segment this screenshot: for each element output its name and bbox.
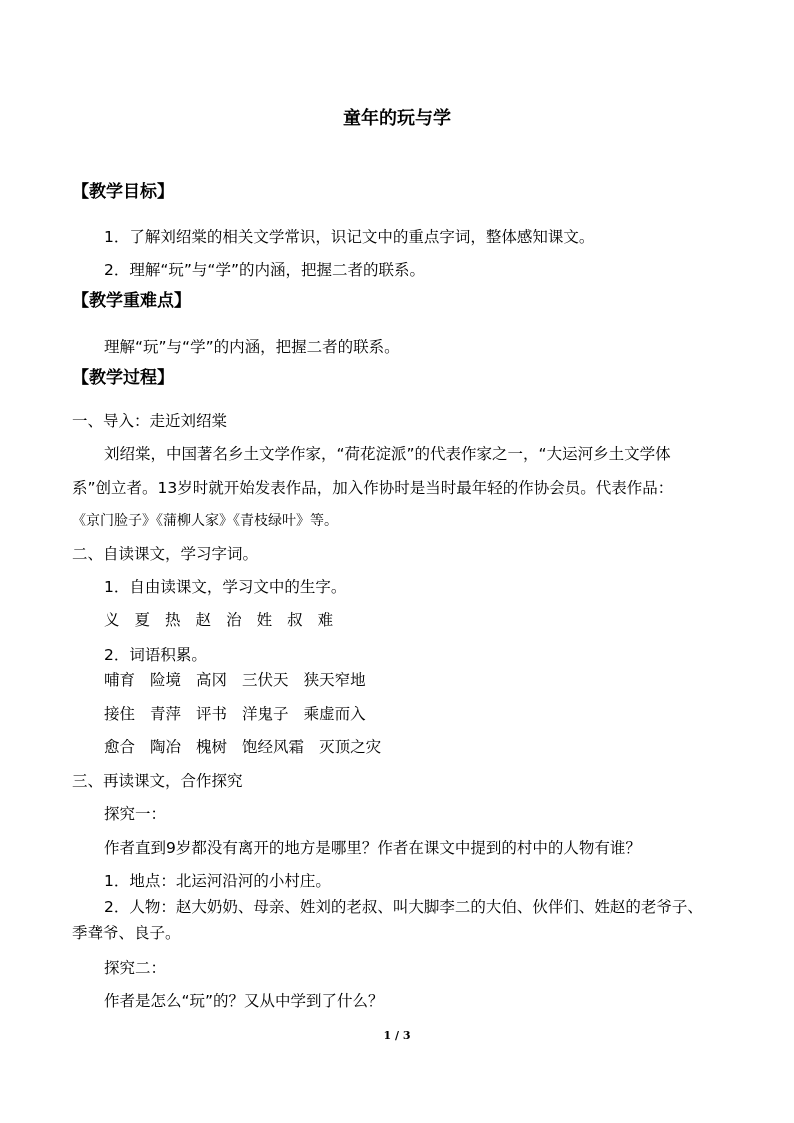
goal-item-1: 1．了解刘绍棠的相关文学常识，识记文中的重点字词，整体感知课文。 [104,228,595,246]
word: 接住 [104,705,136,723]
answer-people-line2: 季聋爷、良子。 [72,924,181,942]
word: 高冈 [196,671,228,689]
character: 义 [104,611,120,629]
character: 治 [226,611,242,629]
part2-item2: 2．词语积累。 [104,646,207,664]
word: 乘虚而入 [303,705,366,723]
words-row-1 [104,673,381,689]
page-number: 1 / 3 [383,1029,411,1042]
page-title: 童年的玩与学 [343,108,451,129]
word: 哺育 [104,671,136,689]
character: 夏 [134,611,151,629]
words-row-2 [104,707,381,723]
process-heading: 【教学过程】 [72,368,174,388]
part1-paragraph-line3: 《京门脸子》《蒲柳人家》《青枝绿叶》等。 [72,513,338,529]
answer-people-line1: 2．人物：赵大奶奶、母亲、姓刘的老叔、叫大脚李二的大伯、伙伴们、姓赵的老爷子、 [104,898,703,916]
word: 险境 [150,671,182,689]
word: 洋鬼子 [242,705,289,723]
word: 青萍 [150,705,182,723]
key-points-heading: 【教学重难点】 [72,291,191,311]
part1-paragraph-line1: 刘绍棠，中国著名乡土文学作家，“荷花淀派”的代表作家之一，“大运河乡土文学体 [104,445,671,463]
words-row-3 [104,740,396,756]
word: 愈合 [104,738,136,756]
part2-item1: 1．自由读课文，学习文中的生字。 [104,578,347,596]
word: 狭天窄地 [303,671,366,689]
word: 灭顶之灾 [319,738,382,756]
word: 评书 [196,705,228,723]
goal-item-2: 2．理解“玩”与“学”的内涵，把握二者的联系。 [104,261,425,279]
part1-paragraph-line2: 系”创立者。13岁时就开始发表作品，加入作协时是当时最年轻的作协会员。代表作品： [72,479,674,497]
explore2-label: 探究二： [104,959,167,977]
goals-heading: 【教学目标】 [72,182,174,202]
part3-heading: 三、再读课文，合作探究 [72,772,243,790]
answer-location: 1．地点：北运河沿河的小村庄。 [104,872,331,890]
explore1-label: 探究一： [104,805,167,823]
word: 陶冶 [150,738,182,756]
character: 姓 [256,611,273,629]
characters-row [104,613,348,629]
word: 槐树 [196,738,228,756]
word: 饱经风霜 [242,738,305,756]
question-2: 作者是怎么“玩”的？又从中学到了什么？ [104,992,384,1010]
character: 赵 [195,611,212,629]
character: 难 [317,611,334,629]
part2-heading: 二、自读课文，学习字词。 [72,545,259,563]
word: 三伏天 [242,671,289,689]
question-1: 作者直到9岁都没有离开的地方是哪里？作者在课文中提到的村中的人物有谁？ [104,839,641,857]
part1-heading: 一、导入：走近刘绍棠 [72,412,228,430]
character: 叔 [287,611,303,629]
key-points-text: 理解“玩”与“学”的内涵，把握二者的联系。 [104,338,400,356]
character: 热 [165,611,181,629]
